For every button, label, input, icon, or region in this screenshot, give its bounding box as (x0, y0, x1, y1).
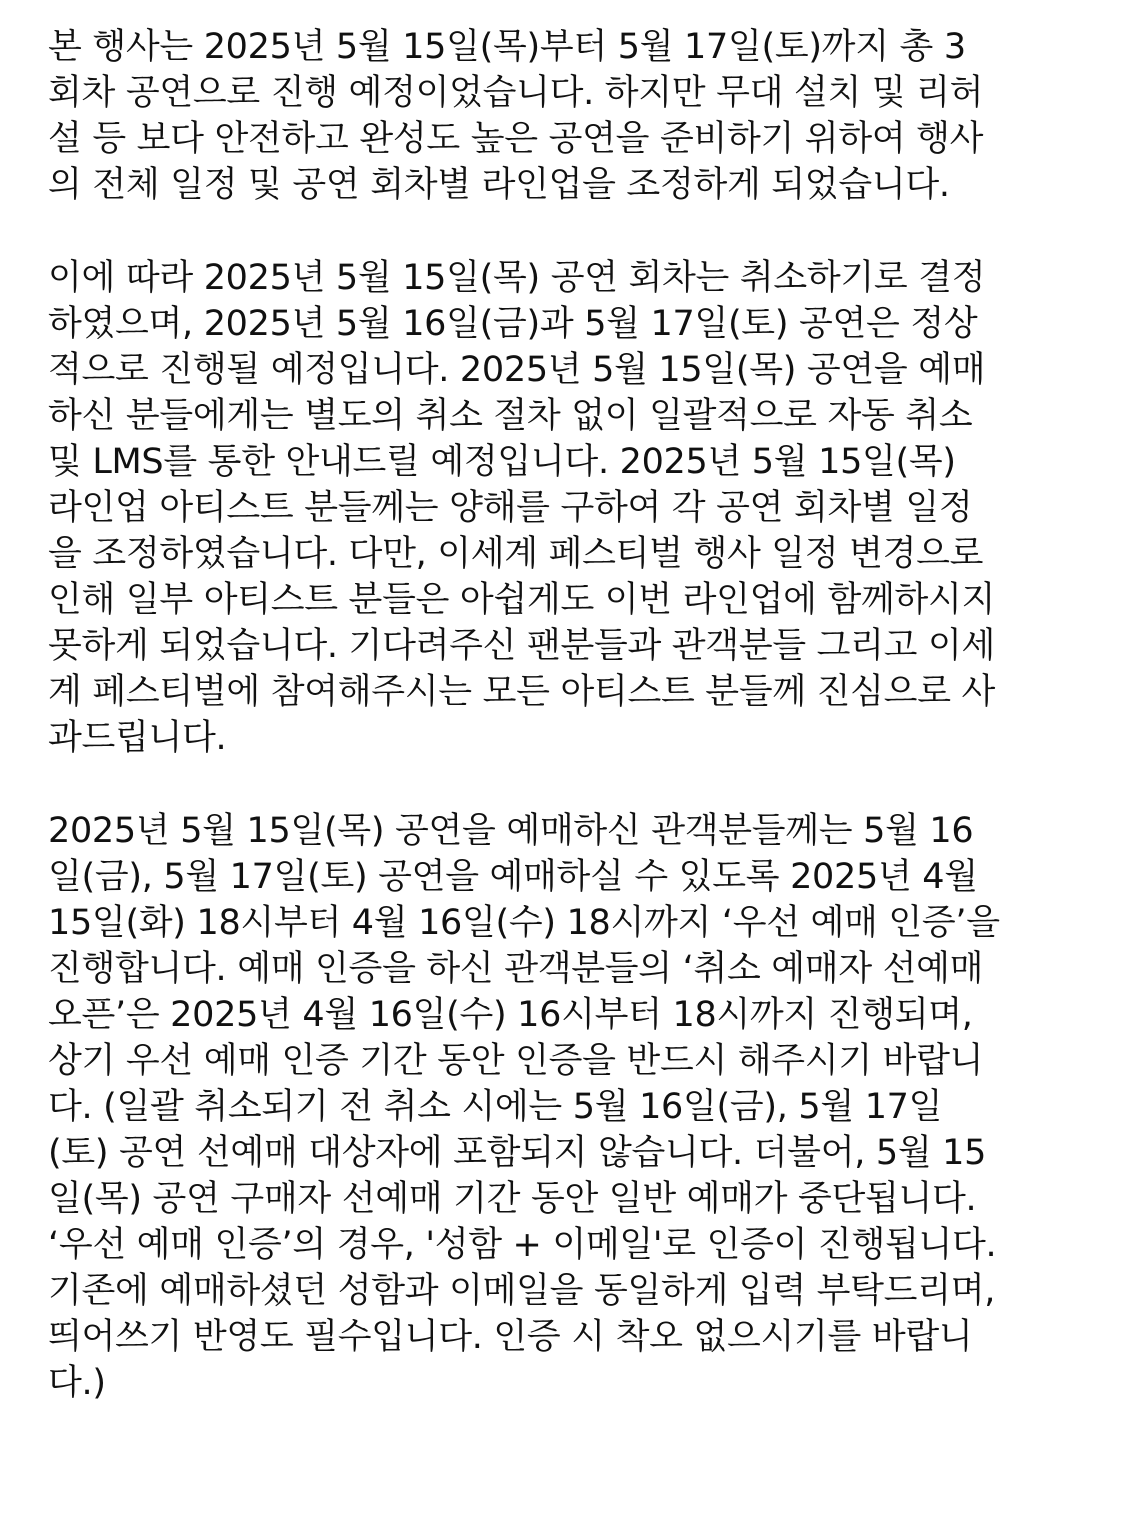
text-line: 일(금), 5월 17일(토) 공연을 예매하실 수 있도록 2025년 4월 (48, 857, 978, 897)
text-line: 2025년 5월 15일(목) 공연을 예매하신 관객분들께는 5월 16 (48, 811, 974, 851)
text-line: 하신 분들에게는 별도의 취소 절차 없이 일괄적으로 자동 취소 (48, 396, 973, 436)
text-line: 의 전체 일정 및 공연 회차별 라인업을 조정하게 되었습니다. (48, 165, 950, 205)
text-line: 및 LMS를 통한 안내드릴 예정입니다. 2025년 5월 15일(목) (48, 442, 956, 482)
text-line: 회차 공연으로 진행 예정이었습니다. 하지만 무대 설치 및 리허 (48, 73, 984, 113)
text-line: (토) 공연 선예매 대상자에 포함되지 않습니다. 더불어, 5월 15 (48, 1133, 987, 1173)
cancellation-paragraph (48, 255, 1108, 761)
text-line: 띄어쓰기 반영도 필수입니다. 인증 시 착오 없으시기를 바랍니 (48, 1317, 973, 1357)
text-line: 다. (일괄 취소되기 전 취소 시에는 5월 16일(금), 5월 17일 (48, 1087, 943, 1127)
text-line: 상기 우선 예매 인증 기간 동안 인증을 반드시 해주시기 바랍니 (48, 1041, 984, 1081)
text-line: 설 등 보다 안전하고 완성도 높은 공연을 준비하기 위하여 행사 (48, 119, 984, 159)
text-line: 과드립니다. (48, 718, 227, 758)
text-line: 오픈’은 2025년 4월 16일(수) 16시부터 18시까지 진행되며, (48, 995, 973, 1035)
text-line: 이에 따라 2025년 5월 15일(목) 공연 회차는 취소하기로 결정 (48, 258, 986, 298)
text-line: 라인업 아티스트 분들께는 양해를 구하여 각 공연 회차별 일정 (48, 488, 973, 528)
text-line: 진행합니다. 예매 인증을 하신 관객분들의 ‘취소 예매자 선예매 (48, 949, 984, 989)
text-line: 계 페스티벌에 참여해주시는 모든 아티스트 분들께 진심으로 사 (48, 672, 996, 712)
schedule-change-paragraph (48, 24, 1108, 208)
text-line: 15일(화) 18시부터 4월 16일(수) 18시까지 ‘우선 예매 인증’을 (48, 903, 1000, 943)
priority-booking-paragraph (48, 808, 1108, 1406)
text-line: ‘우선 예매 인증’의 경우, '성함 + 이메일'로 인증이 진행됩니다. (48, 1225, 997, 1265)
text-line: 인해 일부 아티스트 분들은 아쉽게도 이번 라인업에 함께하시지 (48, 580, 996, 620)
text-line: 못하게 되었습니다. 기다려주신 팬분들과 관객분들 그리고 이세 (48, 626, 996, 666)
text-line: 하였으며, 2025년 5월 16일(금)과 5월 17일(토) 공연은 정상 (48, 304, 978, 344)
text-line: 을 조정하였습니다. 다만, 이세계 페스티벌 행사 일정 변경으로 (48, 534, 984, 574)
text-line: 적으로 진행될 예정입니다. 2025년 5월 15일(목) 공연을 예매 (48, 350, 986, 390)
text-line: 일(목) 공연 구매자 선예매 기간 동안 일반 예매가 중단됩니다. (48, 1179, 977, 1219)
text-line: 기존에 예매하셨던 성함과 이메일을 동일하게 입력 부탁드리며, (48, 1271, 996, 1311)
text-line: 본 행사는 2025년 5월 15일(목)부터 5월 17일(토)까지 총 3 (48, 27, 966, 67)
text-line: 다.) (48, 1363, 106, 1403)
